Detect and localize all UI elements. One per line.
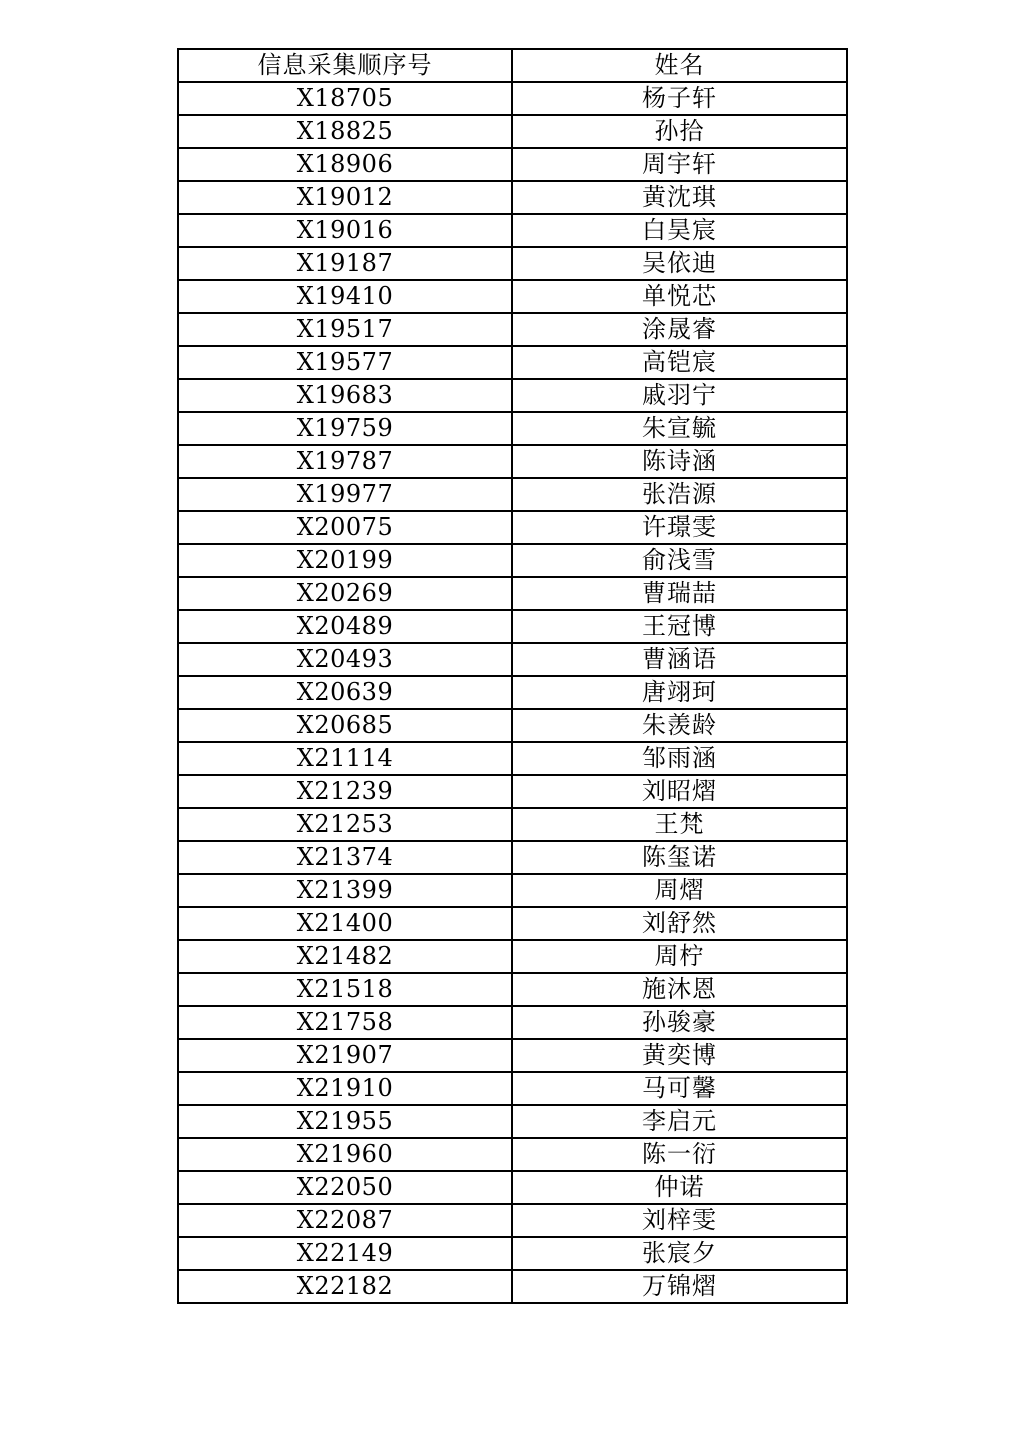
table-row (178, 445, 847, 478)
sequence-number-cell: X22182 (178, 1270, 512, 1303)
sequence-number-cell: X21374 (178, 841, 512, 874)
name-cell: 陈玺诺 (512, 841, 847, 874)
name-cell: 刘舒然 (512, 907, 847, 940)
sequence-number-cell: X20199 (178, 544, 512, 577)
sequence-number-cell: X21955 (178, 1105, 512, 1138)
table-row (178, 478, 847, 511)
name-cell: 刘梓雯 (512, 1204, 847, 1237)
sequence-number-cell: X19759 (178, 412, 512, 445)
table-row (178, 1204, 847, 1237)
table-row (178, 181, 847, 214)
sequence-number-cell: X20639 (178, 676, 512, 709)
name-cell: 陈诗涵 (512, 445, 847, 478)
name-cell: 施沐恩 (512, 973, 847, 1006)
sequence-number-cell: X21960 (178, 1138, 512, 1171)
table-row (178, 1270, 847, 1303)
table-row (178, 676, 847, 709)
sequence-number-cell: X20075 (178, 511, 512, 544)
column-header-name: 姓名 (512, 49, 847, 82)
name-cell: 杨子轩 (512, 82, 847, 115)
sequence-number-cell: X21910 (178, 1072, 512, 1105)
sequence-number-cell: X21758 (178, 1006, 512, 1039)
sequence-number-cell: X20269 (178, 577, 512, 610)
sequence-number-cell: X19683 (178, 379, 512, 412)
sequence-number-cell: X19016 (178, 214, 512, 247)
sequence-number-cell: X21253 (178, 808, 512, 841)
sequence-number-cell: X19787 (178, 445, 512, 478)
sequence-number-cell: X20489 (178, 610, 512, 643)
sequence-number-cell: X19577 (178, 346, 512, 379)
table-row (178, 280, 847, 313)
table-row (178, 709, 847, 742)
table-row (178, 841, 847, 874)
name-cell: 唐翊珂 (512, 676, 847, 709)
table-row (178, 1039, 847, 1072)
name-cell: 白昊宸 (512, 214, 847, 247)
sequence-number-cell: X22087 (178, 1204, 512, 1237)
table-row (178, 742, 847, 775)
name-cell: 仲诺 (512, 1171, 847, 1204)
header-row (178, 49, 847, 82)
name-cell: 许璟雯 (512, 511, 847, 544)
name-cell: 曹瑞喆 (512, 577, 847, 610)
roster-body (178, 82, 847, 1303)
name-cell: 高铠宸 (512, 346, 847, 379)
table-row (178, 1105, 847, 1138)
name-cell: 吴依迪 (512, 247, 847, 280)
name-cell: 张浩源 (512, 478, 847, 511)
name-cell: 王冠博 (512, 610, 847, 643)
name-cell: 周柠 (512, 940, 847, 973)
name-cell: 周宇轩 (512, 148, 847, 181)
table-row (178, 643, 847, 676)
table-row (178, 115, 847, 148)
name-cell: 孙骏豪 (512, 1006, 847, 1039)
sequence-number-cell: X19517 (178, 313, 512, 346)
sequence-number-cell: X22050 (178, 1171, 512, 1204)
sequence-number-cell: X22149 (178, 1237, 512, 1270)
name-cell: 邹雨涵 (512, 742, 847, 775)
sequence-number-cell: X18906 (178, 148, 512, 181)
name-cell: 马可馨 (512, 1072, 847, 1105)
name-cell: 孙拾 (512, 115, 847, 148)
table-row (178, 808, 847, 841)
table-row (178, 1072, 847, 1105)
name-cell: 朱羡龄 (512, 709, 847, 742)
sequence-number-cell: X21907 (178, 1039, 512, 1072)
sequence-number-cell: X20685 (178, 709, 512, 742)
table-row (178, 247, 847, 280)
table-row (178, 313, 847, 346)
table-row (178, 610, 847, 643)
sequence-number-cell: X19410 (178, 280, 512, 313)
name-cell: 李启元 (512, 1105, 847, 1138)
table-row (178, 1006, 847, 1039)
column-header-sequence-number: 信息采集顺序号 (178, 49, 512, 82)
name-cell: 单悦芯 (512, 280, 847, 313)
sequence-number-cell: X21114 (178, 742, 512, 775)
sequence-number-cell: X18825 (178, 115, 512, 148)
table-row (178, 577, 847, 610)
sequence-number-cell: X19977 (178, 478, 512, 511)
table-row (178, 82, 847, 115)
table-row (178, 148, 847, 181)
name-cell: 朱宣毓 (512, 412, 847, 445)
sequence-number-cell: X21239 (178, 775, 512, 808)
table-row (178, 1171, 847, 1204)
table-row (178, 907, 847, 940)
name-cell: 黄沈琪 (512, 181, 847, 214)
name-cell: 陈一衍 (512, 1138, 847, 1171)
sequence-number-cell: X19187 (178, 247, 512, 280)
sequence-number-cell: X21399 (178, 874, 512, 907)
name-cell: 黄奕博 (512, 1039, 847, 1072)
table-row (178, 511, 847, 544)
table-row (178, 412, 847, 445)
table-row (178, 1237, 847, 1270)
sequence-number-cell: X18705 (178, 82, 512, 115)
sequence-number-cell: X21518 (178, 973, 512, 1006)
sequence-number-cell: X21482 (178, 940, 512, 973)
table-row (178, 973, 847, 1006)
roster-table (177, 48, 848, 1304)
name-cell: 万锦熠 (512, 1270, 847, 1303)
sequence-number-cell: X21400 (178, 907, 512, 940)
sequence-number-cell: X20493 (178, 643, 512, 676)
name-cell: 曹涵语 (512, 643, 847, 676)
table-row (178, 874, 847, 907)
table-row (178, 940, 847, 973)
table-row (178, 379, 847, 412)
table-row (178, 214, 847, 247)
name-cell: 戚羽宁 (512, 379, 847, 412)
name-cell: 周熠 (512, 874, 847, 907)
name-cell: 涂晟睿 (512, 313, 847, 346)
name-cell: 王梵 (512, 808, 847, 841)
name-cell: 刘昭熠 (512, 775, 847, 808)
table-row (178, 1138, 847, 1171)
name-cell: 张宸夕 (512, 1237, 847, 1270)
table-row (178, 544, 847, 577)
name-cell: 俞浅雪 (512, 544, 847, 577)
sequence-number-cell: X19012 (178, 181, 512, 214)
table-row (178, 346, 847, 379)
table-row (178, 775, 847, 808)
